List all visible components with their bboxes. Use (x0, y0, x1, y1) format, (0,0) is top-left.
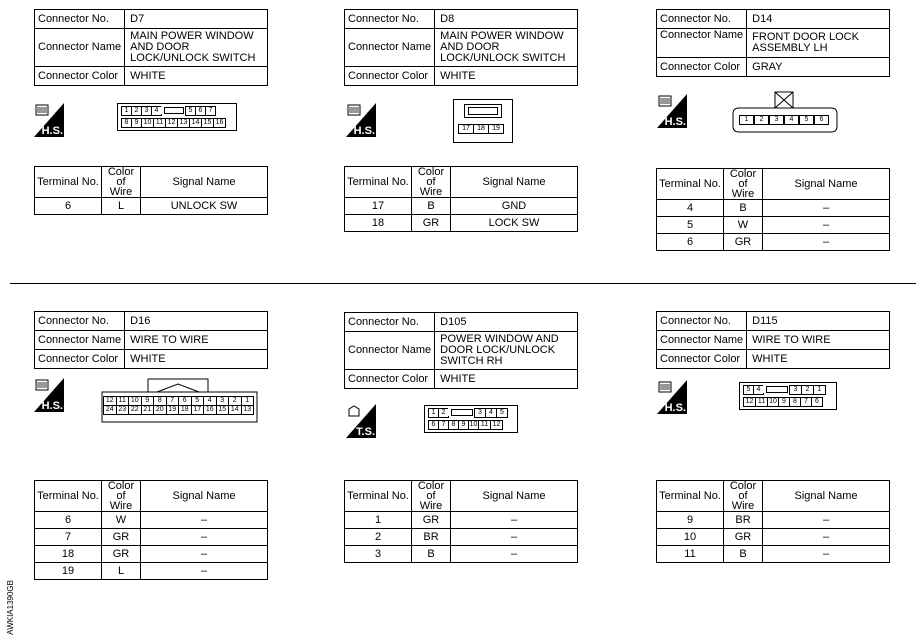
pin: 13 (241, 405, 255, 415)
harness-side-symbol (657, 380, 687, 414)
pin: 7 (205, 106, 216, 116)
pin: 4 (203, 396, 217, 406)
connector-color-value: WHITE (747, 350, 890, 369)
table-row (345, 215, 578, 232)
terminal-no: 10 (657, 529, 724, 546)
pin: 12 (743, 397, 756, 407)
connector-name-value: POWER WINDOW AND DOOR LOCK/UNLOCK SWITCH RH (435, 332, 578, 370)
connector-no-label: Connector No. (345, 10, 435, 29)
connector-color-value: GRAY (747, 58, 890, 77)
signal-name: – (763, 217, 890, 234)
wire-color: W (724, 217, 763, 234)
signal-name: – (763, 200, 890, 217)
table-row (345, 198, 578, 215)
section-divider (10, 283, 916, 284)
connector-face-d115 (739, 382, 837, 410)
signal-name-header: Signal Name (141, 167, 268, 198)
connector-name-label: Connector Name (345, 332, 435, 370)
terminal-no: 9 (657, 512, 724, 529)
terminal-table-d105 (344, 480, 578, 563)
connector-icon (658, 381, 672, 393)
connector-no-label: Connector No. (345, 313, 435, 332)
terminal-no: 7 (35, 529, 102, 546)
harness-side-symbol (34, 103, 64, 137)
pin: 10 (767, 397, 779, 407)
terminal-no-header: Terminal No. (345, 481, 412, 512)
connector-icon (658, 95, 672, 107)
connector-no-value: D14 (747, 10, 890, 29)
connector-no-value: D8 (435, 10, 578, 29)
connector-info-table (34, 9, 268, 86)
signal-name: – (763, 529, 890, 546)
pin: 6 (428, 420, 439, 430)
connector-name-value: WIRE TO WIRE (125, 331, 268, 350)
pin: 4 (753, 385, 764, 395)
connector-name-label: Connector Name (35, 331, 125, 350)
signal-name-header: Signal Name (451, 167, 578, 198)
symbol-label: H.S. (41, 125, 63, 137)
terminal-no: 1 (345, 512, 412, 529)
signal-name: – (451, 512, 578, 529)
connector-name-value: MAIN POWER WINDOW AND DOOR LOCK/UNLOCK SWITCH (125, 29, 268, 67)
terminal-no-header: Terminal No. (657, 169, 724, 200)
pin: 23 (116, 405, 130, 415)
symbol-label: T.S. (356, 426, 375, 438)
terminal-side-symbol (346, 404, 376, 438)
wire-color: BR (724, 512, 763, 529)
pin: 9 (778, 397, 790, 407)
terminal-no-header: Terminal No. (345, 167, 412, 198)
signal-name: – (141, 512, 268, 529)
connector-face-d105 (424, 405, 518, 433)
pin: 14 (228, 405, 242, 415)
terminal-no-header: Terminal No. (35, 481, 102, 512)
pin: 11 (478, 420, 491, 430)
pin: 12 (165, 118, 178, 128)
harness-side-symbol (346, 103, 376, 137)
color-of-wire-header: Color of Wire (724, 169, 763, 200)
terminal-no: 18 (345, 215, 412, 232)
terminal-no-header: Terminal No. (35, 167, 102, 198)
pin: 2 (801, 385, 814, 395)
pin: 5 (185, 106, 196, 116)
connector-color-label: Connector Color (345, 67, 435, 86)
terminal-table-d14 (656, 168, 890, 251)
pin: 16 (203, 405, 217, 415)
connector-color-label: Connector Color (35, 67, 125, 86)
pin: 2 (754, 115, 769, 125)
pin: 8 (789, 397, 801, 407)
pin: 20 (153, 405, 167, 415)
signal-name: GND (451, 198, 578, 215)
terminal-no: 11 (657, 546, 724, 563)
pin: 9 (458, 420, 469, 430)
connector-no-value: D105 (435, 313, 578, 332)
pin: 16 (213, 118, 226, 128)
connector-name-value: WIRE TO WIRE (747, 331, 890, 350)
pin: 17 (191, 405, 205, 415)
terminal-no: 6 (657, 234, 724, 251)
table-row (345, 546, 578, 563)
signal-name: LOCK SW (451, 215, 578, 232)
pin: 10 (469, 421, 478, 428)
connector-key (763, 385, 790, 393)
pin: 13 (177, 118, 190, 128)
connector-icon (35, 379, 49, 391)
signal-name: – (141, 529, 268, 546)
signal-name: – (141, 546, 268, 563)
connector-face-d8 (453, 99, 513, 143)
connector-d105 (344, 312, 578, 389)
table-row (35, 563, 268, 580)
terminal-no: 6 (35, 198, 102, 215)
signal-name-header: Signal Name (451, 481, 578, 512)
pin: 11 (755, 397, 768, 407)
connector-d16 (34, 311, 268, 369)
pin: 5 (799, 115, 814, 125)
pin: 7 (800, 397, 812, 407)
pin: 4 (485, 408, 497, 418)
table-row (345, 529, 578, 546)
terminal-no: 19 (35, 563, 102, 580)
connector-no-value: D7 (125, 10, 268, 29)
connector-icon (347, 104, 361, 116)
wire-color: L (102, 198, 141, 215)
wire-color: B (724, 200, 763, 217)
wire-color: GR (412, 215, 451, 232)
wire-color: GR (412, 512, 451, 529)
pin: 6 (195, 106, 206, 116)
connector-name-value: FRONT DOOR LOCK ASSEMBLY LH (747, 29, 890, 58)
pin: 8 (448, 420, 459, 430)
connector-icon (347, 405, 361, 417)
signal-name: – (763, 512, 890, 529)
connector-no-label: Connector No. (657, 312, 747, 331)
connector-key (161, 106, 186, 114)
table-row (35, 512, 268, 529)
signal-name: – (451, 546, 578, 563)
signal-name-header: Signal Name (141, 481, 268, 512)
table-row (35, 198, 268, 215)
wire-color: GR (724, 234, 763, 251)
signal-name-header: Signal Name (763, 169, 890, 200)
connector-no-label: Connector No. (657, 10, 747, 29)
pin: 15 (201, 118, 214, 128)
table-row (35, 546, 268, 563)
terminal-table-d115 (656, 480, 890, 563)
pin: 8 (153, 396, 167, 406)
table-row (657, 234, 890, 251)
pin: 6 (814, 115, 829, 125)
connector-no-label: Connector No. (35, 10, 125, 29)
wire-color: L (102, 563, 141, 580)
table-row (657, 546, 890, 563)
connector-face-d7 (117, 103, 237, 131)
pin: 24 (103, 405, 117, 415)
pin-grid (104, 397, 254, 415)
pin: 6 (811, 397, 823, 407)
connector-color-value: WHITE (125, 67, 268, 86)
terminal-table-d7 (34, 166, 268, 215)
signal-name: – (451, 529, 578, 546)
terminal-table-d16 (34, 480, 268, 580)
connector-color-value: WHITE (125, 350, 268, 369)
connector-color-label: Connector Color (657, 58, 747, 77)
pin: 11 (153, 118, 166, 128)
pin: 19 (488, 124, 504, 134)
color-of-wire-header: Color of Wire (412, 481, 451, 512)
symbol-label: H.S. (664, 116, 686, 128)
pin: 4 (784, 115, 799, 125)
pin: 1 (241, 396, 255, 406)
pin: 8 (121, 118, 132, 128)
terminal-no: 5 (657, 217, 724, 234)
pin: 1 (813, 385, 826, 395)
pin: 4 (151, 106, 162, 116)
terminal-no: 17 (345, 198, 412, 215)
connector-color-label: Connector Color (657, 350, 747, 369)
table-row (657, 512, 890, 529)
connector-no-value: D115 (747, 312, 890, 331)
harness-side-symbol (657, 94, 687, 128)
table-row (35, 529, 268, 546)
pin: 7 (166, 396, 180, 406)
pin: 3 (474, 408, 486, 418)
terminal-no: 4 (657, 200, 724, 217)
signal-name-header: Signal Name (763, 481, 890, 512)
pin: 9 (131, 118, 142, 128)
pin: 10 (141, 118, 154, 128)
pin: 15 (216, 405, 230, 415)
terminal-no: 18 (35, 546, 102, 563)
terminal-no-header: Terminal No. (657, 481, 724, 512)
table-row (657, 200, 890, 217)
connector-name-label: Connector Name (345, 29, 435, 67)
pin: 2 (228, 396, 242, 406)
wire-color: B (412, 198, 451, 215)
table-row (657, 529, 890, 546)
harness-side-symbol (34, 378, 64, 412)
wire-color: BR (412, 529, 451, 546)
connector-color-label: Connector Color (345, 370, 435, 389)
color-of-wire-header: Color of Wire (724, 481, 763, 512)
symbol-label: H.S. (353, 125, 375, 137)
connector-face-d14 (729, 91, 841, 135)
connector-name-value: MAIN POWER WINDOW AND DOOR LOCK/UNLOCK SWITCH (435, 29, 578, 67)
connector-d7 (34, 9, 268, 86)
connector-icon (35, 104, 49, 116)
pin: 14 (189, 118, 202, 128)
table-row (345, 512, 578, 529)
pin: 7 (438, 420, 449, 430)
wire-color: B (724, 546, 763, 563)
pin: 5 (496, 408, 508, 418)
pin: 1 (739, 115, 754, 125)
color-of-wire-header: Color of Wire (412, 167, 451, 198)
color-of-wire-header: Color of Wire (102, 167, 141, 198)
pin: 6 (178, 396, 192, 406)
pin: 12 (490, 420, 503, 430)
pin: 17 (458, 124, 474, 134)
symbol-label: H.S. (41, 400, 63, 412)
pin: 5 (743, 385, 754, 395)
connector-name-label: Connector Name (657, 331, 747, 350)
wire-color: B (412, 546, 451, 563)
wire-color: GR (102, 529, 141, 546)
pin: 3 (141, 106, 152, 116)
pin: 18 (178, 405, 192, 415)
connector-color-value: WHITE (435, 67, 578, 86)
pin: 3 (216, 396, 230, 406)
terminal-table-d8 (344, 166, 578, 232)
signal-name: – (763, 234, 890, 251)
pin: 19 (166, 405, 180, 415)
pin: 11 (116, 396, 130, 406)
wire-color: W (102, 512, 141, 529)
pin: 18 (473, 124, 489, 134)
connector-name-label: Connector Name (657, 29, 747, 58)
terminal-no: 3 (345, 546, 412, 563)
connector-d8 (344, 9, 578, 86)
pin-row (740, 116, 829, 125)
connector-key (448, 408, 475, 416)
pin: 22 (128, 405, 142, 415)
pin: 3 (789, 385, 802, 395)
pin: 3 (769, 115, 784, 125)
pin: 9 (141, 396, 155, 406)
terminal-no: 6 (35, 512, 102, 529)
terminal-no: 2 (345, 529, 412, 546)
connector-name-label: Connector Name (35, 29, 125, 67)
pin: 10 (128, 396, 142, 406)
connector-d115 (656, 311, 890, 369)
connector-d14 (656, 9, 890, 77)
signal-name: UNLOCK SW (141, 198, 268, 215)
pin: 12 (103, 396, 117, 406)
color-of-wire-header: Color of Wire (102, 481, 141, 512)
figure-code: AWKIA1390GB (6, 580, 15, 635)
signal-name: – (763, 546, 890, 563)
table-row (657, 217, 890, 234)
connector-color-label: Connector Color (35, 350, 125, 369)
pin: 1 (121, 106, 132, 116)
pin: 2 (131, 106, 142, 116)
connector-no-label: Connector No. (35, 312, 125, 331)
connector-no-value: D16 (125, 312, 268, 331)
pin: 1 (428, 408, 439, 418)
symbol-label: H.S. (664, 402, 686, 414)
wire-color: GR (724, 529, 763, 546)
wire-color: GR (102, 546, 141, 563)
pin: 5 (191, 396, 205, 406)
signal-name: – (141, 563, 268, 580)
pin: 21 (141, 405, 155, 415)
connector-color-value: WHITE (435, 370, 578, 389)
pin: 2 (438, 408, 449, 418)
